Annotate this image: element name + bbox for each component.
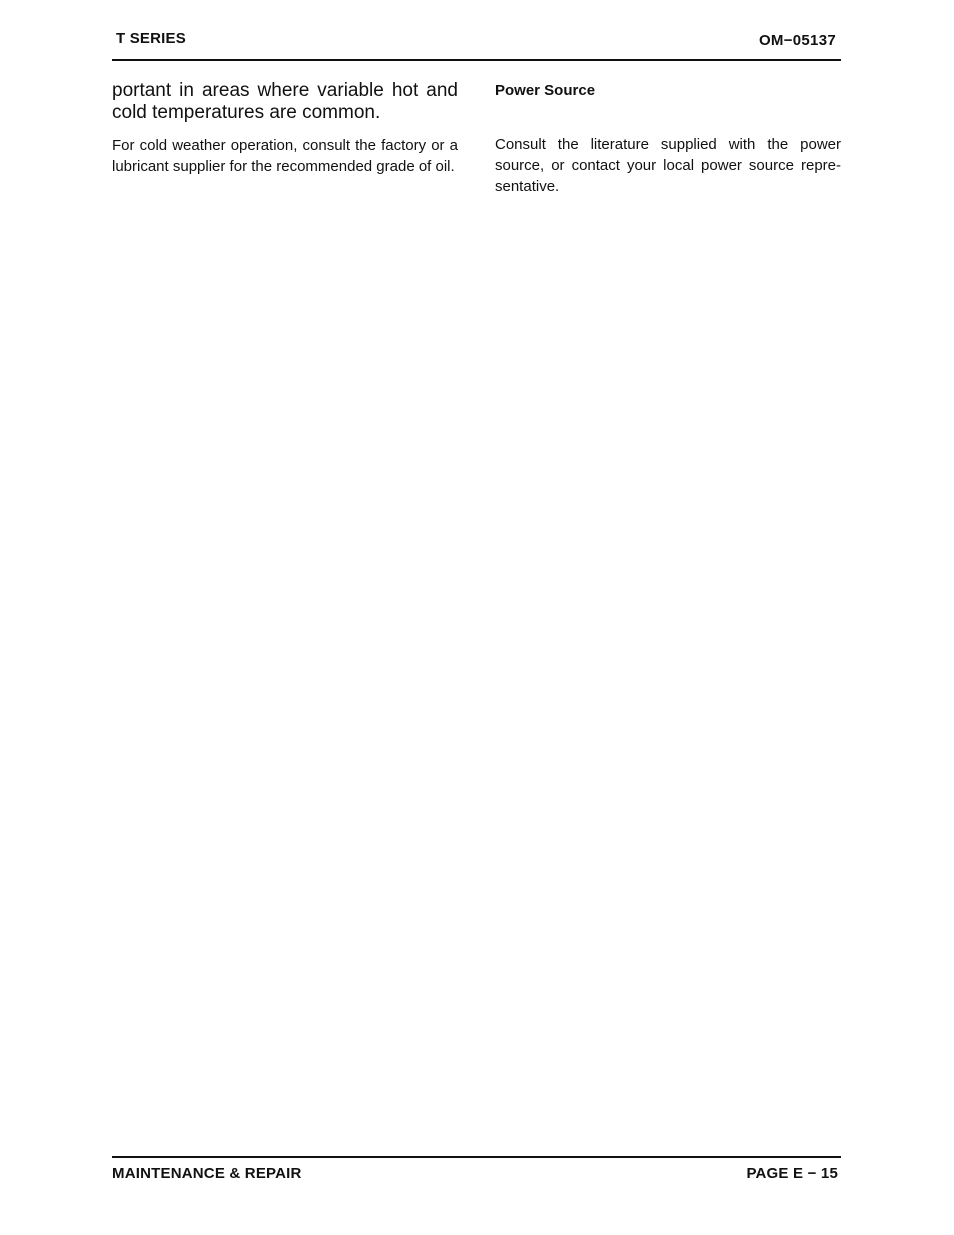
footer-divider (112, 1156, 841, 1158)
power-source-heading: Power Source (495, 82, 596, 99)
header-document-number: OM−05137 (758, 32, 836, 49)
left-column (112, 80, 458, 177)
right-column (495, 80, 841, 197)
header-series-title: T SERIES (116, 30, 186, 47)
continued-paragraph: portant in areas where variable hot and cold temperatures are common. (112, 80, 458, 123)
cold-weather-paragraph: For cold weather operation, consult the factory or a lubricant supplier for the recommended grade of oil. (112, 137, 458, 175)
header-divider (112, 59, 841, 61)
footer-section-title: MAINTENANCE & REPAIR (112, 1165, 302, 1182)
footer-page-number: PAGE E − 15 (746, 1165, 838, 1182)
power-source-paragraph: Consult the literature supplied with the power source, or contact your local power source representative. (495, 136, 841, 195)
